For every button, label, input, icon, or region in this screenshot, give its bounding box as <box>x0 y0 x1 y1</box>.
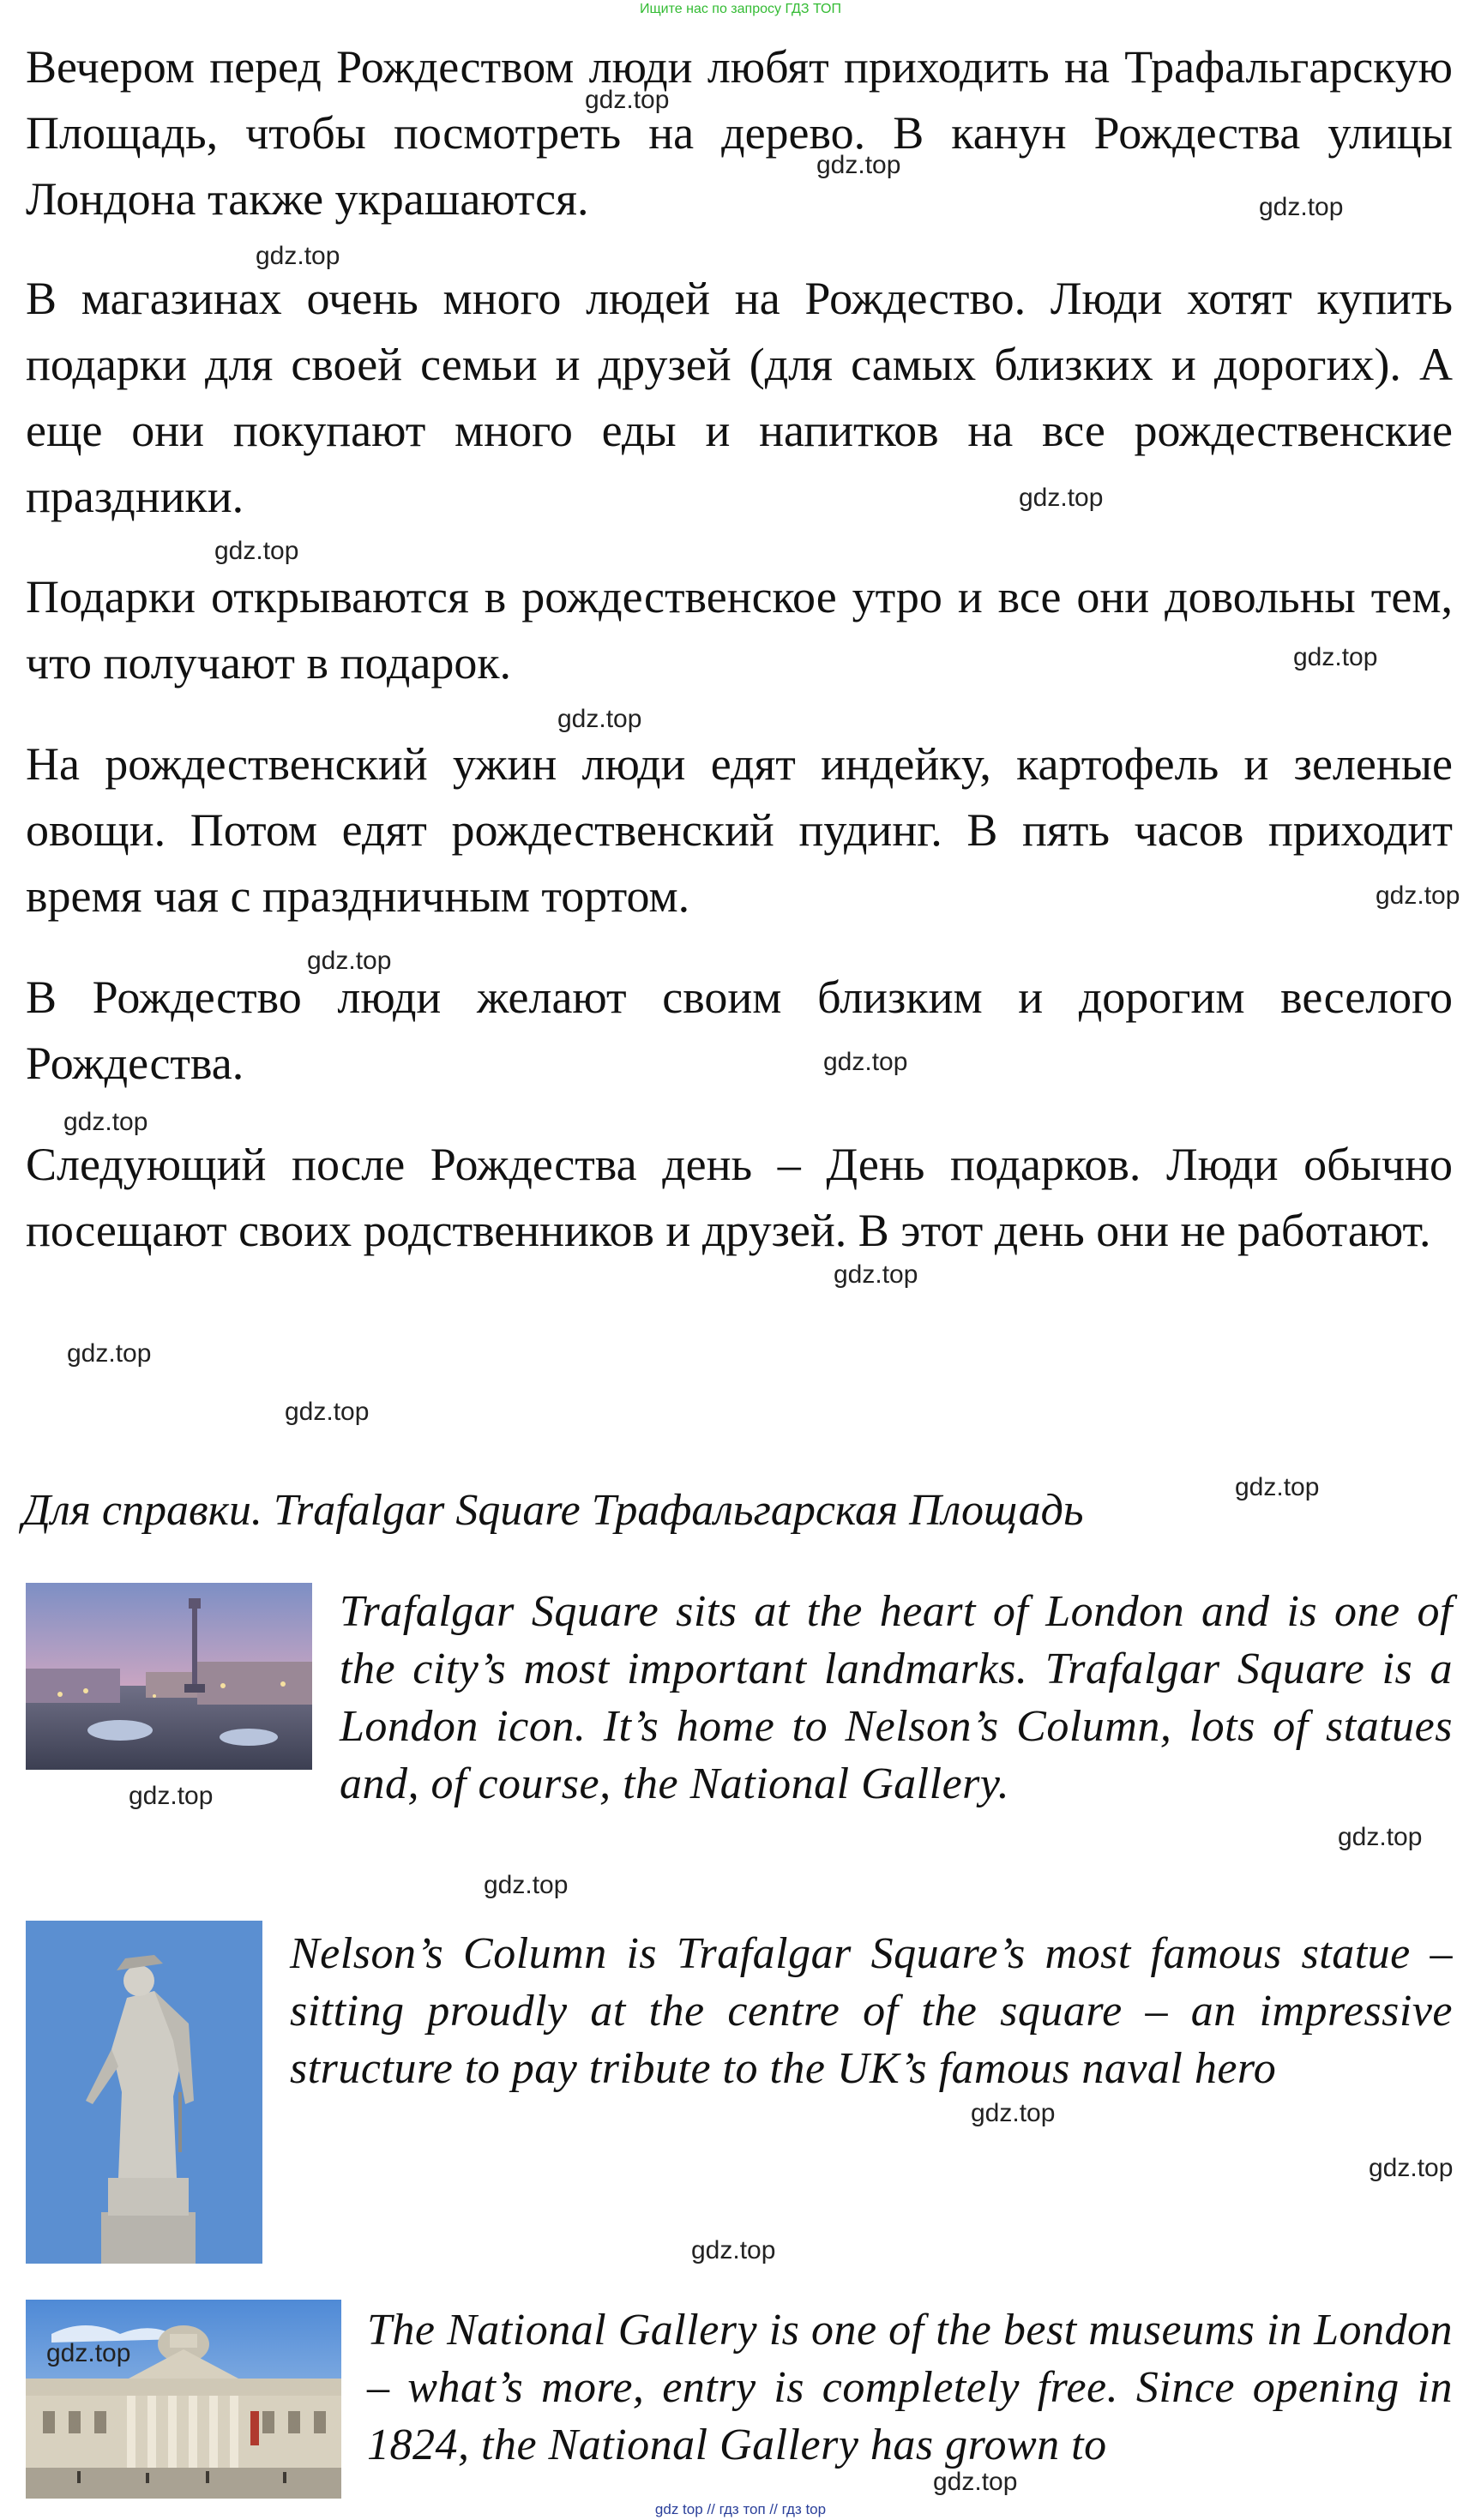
watermark[interactable]: gdz.top <box>823 1048 908 1076</box>
watermark[interactable]: gdz.top <box>933 2468 1018 2496</box>
watermark[interactable]: gdz.top <box>129 1782 214 1810</box>
watermark[interactable]: gdz.top <box>1338 1823 1423 1851</box>
watermark[interactable]: gdz.top <box>256 242 340 270</box>
paragraph-dinner: На рождественский ужин люди едят индейку, картофель и зеленые овощи. Потом едят рождественский пудинг. В пять часов приходит время чая с праздничным тортом. <box>26 738 1453 922</box>
reference-block-national-gallery: The National Gallery is one of the best museums in London – what’s more, entry is completely free. Since opening in 1824, the National Gallery has grown to <box>367 2306 1453 2469</box>
watermark[interactable]: gdz.top <box>971 2099 1056 2127</box>
watermark[interactable]: gdz.top <box>1259 193 1344 221</box>
watermark[interactable]: gdz.top <box>1019 484 1104 512</box>
watermark[interactable]: gdz.top <box>1376 881 1460 910</box>
watermark[interactable]: gdz.top <box>214 537 299 565</box>
watermark[interactable]: gdz.top <box>46 2339 131 2367</box>
watermark[interactable]: gdz.top <box>691 2236 776 2264</box>
watermark[interactable]: gdz.top <box>67 1339 152 1368</box>
watermark[interactable]: gdz.top <box>557 705 642 733</box>
top-banner[interactable]: Ищите нас по запросу ГДЗ ТОП <box>640 2 841 16</box>
paragraph-boxing-day: Следующий после Рождества день – День подарков. Люди обычно посещают своих родственников и друзей. В этот день они не работают. <box>26 1139 1453 1256</box>
trafalgar-square-photo-icon <box>26 1583 312 1770</box>
watermark[interactable]: gdz.top <box>307 947 392 975</box>
national-gallery-photo-icon <box>26 2300 341 2499</box>
reference-block-trafalgar: Trafalgar Square sits at the heart of London and is one of the city’s most important landmarks. Trafalgar Square is a London icon. It’s home to Nelson’s Column, lots of statues and, of course, the National Gallery. <box>340 1587 1453 1808</box>
watermark[interactable]: gdz.top <box>484 1871 569 1899</box>
paragraph-evening-trafalgar: Вечером перед Рождеством люди любят приходить на Трафальгарскую Площадь, чтобы посмотреть на дерево. В канун Рождества улицы Лондона также украшаются. <box>26 41 1453 225</box>
watermark[interactable]: gdz.top <box>1369 2154 1454 2182</box>
paragraph-wishes: В Рождество люди желают своим близким и дорогим веселого Рождества. <box>26 971 1453 1089</box>
reference-block-nelson: Nelson’s Column is Trafalgar Square’s most famous statue – sitting proudly at the centre of the square – an impressive structure to pay tribute to the UK’s famous naval hero <box>290 1929 1453 2093</box>
watermark[interactable]: gdz.top <box>1293 643 1378 671</box>
bottom-footer[interactable]: gdz top // гдз топ // гдз top <box>654 2501 827 2517</box>
watermark[interactable]: gdz.top <box>585 86 670 114</box>
watermark[interactable]: gdz.top <box>63 1108 148 1136</box>
watermark[interactable]: gdz.top <box>816 151 901 179</box>
watermark[interactable]: gdz.top <box>285 1398 370 1426</box>
reference-heading: Для справки. Trafalgar Square Трафальгарская Площадь <box>22 1486 1084 1535</box>
nelson-statue-photo-icon <box>26 1921 262 2264</box>
paragraph-shops: В магазинах очень много людей на Рождество. Люди хотят купить подарки для своей семьи и друзей (для самых близких и дорогих). А еще они покупают много еды и напитков на все рождественские праздники. <box>26 273 1453 522</box>
watermark[interactable]: gdz.top <box>834 1260 918 1289</box>
watermark[interactable]: gdz.top <box>1235 1473 1320 1501</box>
paragraph-presents: Подарки открываются в рождественское утро и все они довольны тем, что получают в подарок. <box>26 571 1453 689</box>
